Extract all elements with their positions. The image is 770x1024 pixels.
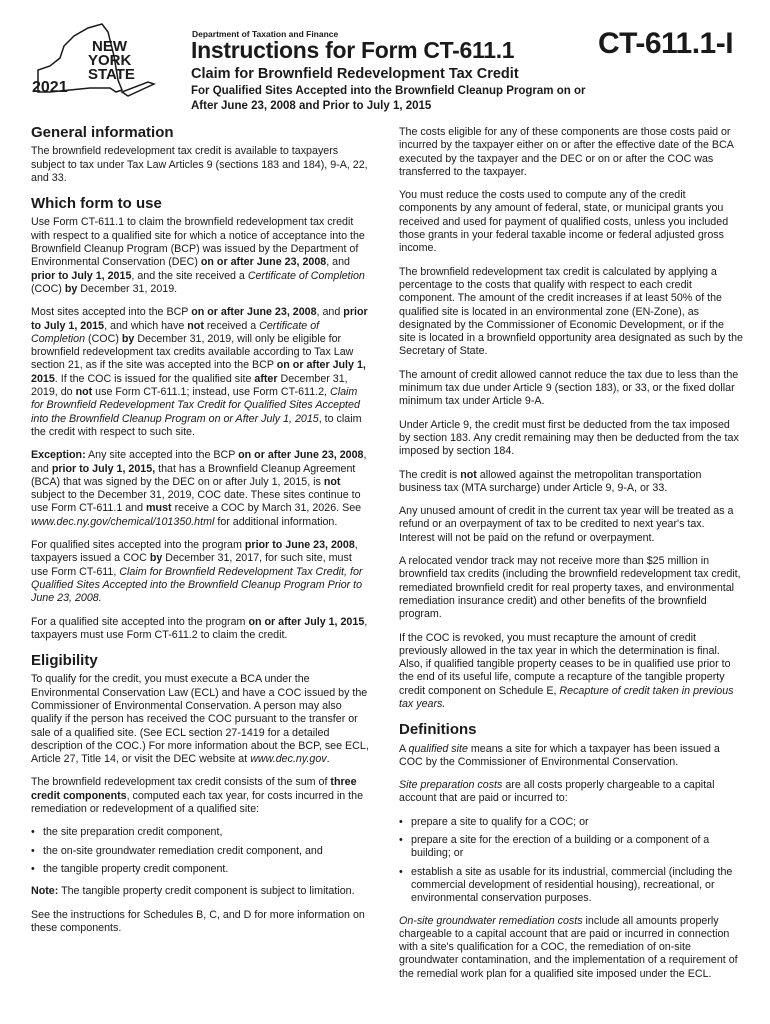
qualified-site-definition: A qualified site means a site for which a taxpayer has been issued a COC by the Commissioner of Environmental Conservation. bbox=[399, 742, 720, 768]
form-code: CT-611.1-I bbox=[598, 27, 734, 60]
dec-link[interactable]: www.dec.ny.gov/chemical/101350.html bbox=[31, 515, 215, 528]
minimum-tax-paragraph: The amount of credit allowed cannot reduce the tax due to less than the minimum tax due under Article 9 (section 183), or 33, or the fixed dollar minimum tax under Article 9-A. bbox=[399, 368, 739, 408]
credit-calculation-paragraph: The brownfield redevelopment tax credit is calculated by applying a percentage to the costs that qualify with respect to each credit component. The amount of the credit increases if at least 50% of the qualified site is located in an environmental zone (EN-Zone), as designated by the Commissioner of Economic Development, or if the site is located in a brownfield opportunity area designated as such by the Secretary of State. bbox=[399, 265, 743, 358]
page-header bbox=[0, 0, 770, 125]
list-item: • prepare a site to qualify for a COC; or bbox=[399, 815, 589, 828]
list-item: • the on-site groundwater remediation credit component, and bbox=[31, 844, 323, 857]
definitions-heading: Definitions bbox=[399, 721, 477, 739]
department-name: Department of Taxation and Finance bbox=[192, 29, 339, 39]
pre-2008-paragraph: For qualified sites accepted into the program prior to June 23, 2008, taxpayers issued a COC by December 31, 2017, for such site, must use Form CT-611, Claim for Brownfield Redevelopment Tax Credit, for Qualified Sites Accepted into the Brownfield Cleanup Program Prior to June 23, 2008. bbox=[31, 539, 363, 605]
which-form-paragraph-1: Use Form CT-611.1 to claim the brownfield redevelopment tax credit with respect to a qualified site for which a notice of acceptance into the Brownfield Cleanup Program (BCP) was issued by the Department of Environmental Conservation (DEC) on or after June 23, 2008, and prior to July 1, 2015, and the site received a Certificate of Completion (COC) by December 31, 2019. bbox=[31, 216, 365, 295]
post-2015-paragraph: For a qualified site accepted into the program on or after July 1, 2015, taxpayers must use Form CT-611.2 to claim the credit. bbox=[31, 615, 368, 641]
note-paragraph: Note: The tangible property credit component is subject to limitation. bbox=[31, 885, 355, 898]
list-item: • establish a site as usable for its industrial, commercial (including the commercial development of residential housing), recreational, or environmental conservation purposes. bbox=[399, 865, 733, 905]
new-york-state-logo bbox=[30, 18, 190, 98]
logo-text-new: NEW bbox=[92, 38, 127, 55]
unused-credit-paragraph: Any unused amount of credit in the current tax year will be treated as a refund or an overpayment of tax to be credited to next year's tax. Interest will not be paid on the refund or overpayment. bbox=[399, 505, 734, 544]
logo-text-state: STATE bbox=[88, 66, 135, 83]
credit-components-list bbox=[31, 826, 371, 876]
mta-paragraph: The credit is not allowed against the metropolitan transportation business tax (MTA surcharge) under Article 9, 9-A, or 33. bbox=[399, 468, 702, 494]
long-island-icon bbox=[122, 82, 154, 96]
eligibility-paragraph-2: The brownfield redevelopment tax credit consists of the sum of three credit components, computed each tax year, for costs incurred in the remediation or redevelopment of a qualified site: bbox=[31, 776, 364, 816]
see-instructions-paragraph: See the instructions for Schedules B, C, and D for more information on these components. bbox=[31, 908, 365, 934]
year-label: 2021 bbox=[32, 79, 68, 96]
which-form-paragraph-2: Most sites accepted into the BCP on or after June 23, 2008, and prior to July 1, 2015, and which have not received a Certificate of Completion (COC) by December 31, 2019, will only be eligible for brownfield redevelopment tax credits available according to Tax Law section 21, as if the site was accepted into the BCP on or after July 1, 2015. If the COC is issued for the qualified site after December 31, 2019, do not use Form CT-611.1; instead, use Form CT-611.2, Claim for Brownfield Redevelopment Tax Credit for Qualified Sites Accepted into the Brownfield Cleanup Program on or After July 1, 2015, to claim the credit with respect to such site. bbox=[31, 306, 368, 438]
which-form-heading: Which form to use bbox=[31, 195, 162, 213]
page-title: Instructions for Form CT-611.1 bbox=[191, 37, 515, 63]
general-information-text: The brownfield redevelopment tax credit is available to taxpayers subject to tax under Tax Law Articles 9 (sections 183 and 184), 9-A, 22, and 33. bbox=[31, 145, 368, 184]
list-item: • prepare a site for the erection of a building or a component of a building; or bbox=[399, 834, 710, 860]
general-information-heading: General information bbox=[31, 124, 174, 141]
reduce-costs-paragraph: You must reduce the costs used to compute any of the credit components by any amount of federal, state, or municipal grants you received and used for payment of qualified costs, unless you included those grants in your federal taxable income or federal adjusted gross income. bbox=[399, 189, 729, 255]
list-item: • the site preparation credit component, bbox=[31, 826, 223, 839]
eligibility-paragraph-1: To qualify for the credit, you must execute a BCA under the Environmental Conservation Law (ECL) and have a COC issued by the Commissioner of Environmental Conservation. A person may also qualify if the person has received the COC pursuant to the transfer or sale of a qualified site. (See ECL section 27-1419 for a detailed description of the COC.) For more information about the BCP, see ECL, Article 27, Title 14, or visit the DEC website at www.dec.ny.gov. bbox=[31, 673, 369, 766]
left-column bbox=[31, 126, 371, 945]
right-column bbox=[399, 126, 743, 991]
site-preparation-list bbox=[399, 816, 743, 906]
groundwater-definition: On-site groundwater remediation costs include all amounts properly chargeable to a capital account that are paid or incurred in connection with a site's qualification for a COC, the remediation of on-site groundwater contamination, and the implementation of a requirement of the remedial work plan for a qualified site imposed under the ECL. bbox=[399, 914, 738, 980]
form-scope: For Qualified Sites Accepted into the Brownfield Cleanup Program on or After June 23, 2008 and Prior to July 1, 2015 bbox=[191, 85, 586, 112]
recapture-paragraph: If the COC is revoked, you must recapture the amount of credit previously allowed in the tax year in which the determination is final. Also, if qualified tangible property ceases to be in qualified use prior to the end of its useful life, compute a recapture of the tangible property credit component on Schedule E, Recapture of credit taken in previous tax years. bbox=[399, 631, 734, 710]
article-9-paragraph: Under Article 9, the credit must first be deducted from the tax imposed by section 183. Any credit remaining may then be deducted from the tax imposed by section 184. bbox=[399, 418, 739, 458]
eligible-costs-paragraph: The costs eligible for any of these components are those costs paid or incurred by the taxpayer either on or after the effective date of the BCA executed by the taxpayer and the DEC or on or after the COC was transferred to the taxpayer. bbox=[399, 126, 734, 178]
form-subtitle: Claim for Brownfield Redevelopment Tax Credit bbox=[191, 66, 519, 82]
dec-website-link[interactable]: www.dec.ny.gov bbox=[250, 753, 327, 766]
exception-paragraph: Exception: Any site accepted into the BCP on or after June 23, 2008, and prior to July 1, 2015, that has a Brownfield Cleanup Agreement (BCA) that was signed by the DEC on or after July 1, 2015, is not subject to the December 31, 2019, COC date. These sites continue to use Form CT-611.1 and must receive a COC by March 31, 2026. See www.dec.ny.gov/chemical/101350.html for additional information. bbox=[31, 449, 367, 528]
list-item: • the tangible property credit component. bbox=[31, 862, 229, 875]
relocated-vendor-paragraph: A relocated vendor track may not receive more than $25 million in brownfield tax credits (including the brownfield redevelopment tax credit, remediated brownfield credit for real property taxes, and environmental remediation insurance credit) and other benefits of the brownfield program. bbox=[399, 555, 741, 621]
logo-text-york: YORK bbox=[88, 52, 132, 69]
site-preparation-definition: Site preparation costs are all costs properly chargeable to a capital account that are paid or incurred to: bbox=[399, 779, 715, 805]
eligibility-heading: Eligibility bbox=[31, 652, 98, 670]
